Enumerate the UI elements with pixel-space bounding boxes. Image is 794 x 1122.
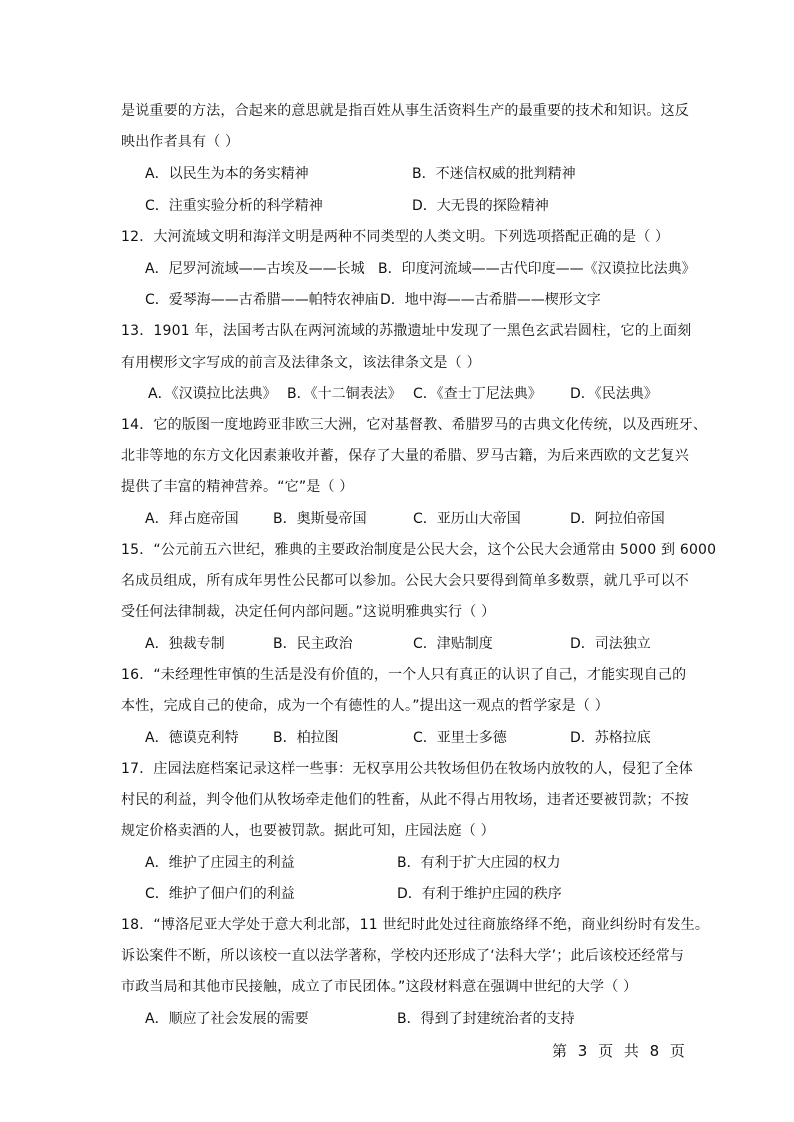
- q14-option-c: C．亚历山大帝国: [413, 511, 521, 527]
- q17-line-2: 村民的利益，判令他们从牧场牵走他们的牲畜，从此不得占用牧场，违者还要被罚款；不按: [121, 792, 689, 808]
- q18-line-2: 诉讼案件不断，所以该校一直以法学著称，学校内还形成了‘法科大学’；此后该校还经常与: [121, 948, 685, 964]
- q12-option-c: C．爱琴海——古希腊——帕特农神庙: [145, 292, 379, 308]
- q13-option-c: C．《查士丁尼法典》: [413, 386, 542, 402]
- q15-option-a: A．独裁专制: [145, 636, 225, 652]
- q11-option-c: C．注重实验分析的科学精神: [145, 198, 323, 214]
- q18-option-b: B．得到了封建统治者的支持: [397, 1011, 575, 1027]
- q17-line-1: 17．庄园法庭档案记录这样一些事：无权享用公共牧场但仍在牧场内放牧的人，侵犯了全体: [121, 761, 694, 777]
- q12-option-b: B．印度河流域——古代印度——《汉谟拉比法典》: [378, 261, 696, 277]
- q15-line-2: 名成员组成，所有成年男性公民都可以参加。公民大会只要得到简单多数票，就几乎可以不: [121, 573, 689, 589]
- q13-line-2: 有用楔形文字写成的前言及法律条文，该法律条文是（ ）: [121, 355, 481, 371]
- q13-option-b: B．《十二铜表法》: [287, 386, 402, 402]
- q14-option-d: D．阿拉伯帝国: [570, 511, 665, 527]
- q17-option-a: A．维护了庄园主的利益: [145, 855, 295, 871]
- q12-option-d: D．地中海——古希腊——楔形文字: [380, 292, 601, 308]
- q11-option-d: D．大无畏的探险精神: [412, 198, 549, 214]
- intro-line-1: 是说重要的方法，合起来的意思就是指百姓从事生活资料生产的最重要的技术和知识。这反: [121, 103, 689, 119]
- q11-option-b: B．不迷信权威的批判精神: [412, 166, 576, 182]
- q16-option-c: C．亚里士多德: [413, 730, 507, 746]
- q14-line-3: 提供了丰富的精神营养。“它”是（ ）: [121, 479, 354, 495]
- q16-line-1: 16．“未经理性审慎的生活是没有价值的，一个人只有真正的认识了自己，才能实现自己的: [121, 667, 687, 683]
- q16-option-b: B．柏拉图: [273, 730, 339, 746]
- q13-option-d: D．《民法典》: [570, 386, 658, 402]
- q14-line-1: 14．它的版图一度地跨亚非欧三大洲，它对基督教、希腊罗马的古典文化传统，以及西班牙、: [121, 417, 708, 433]
- q17-line-3: 规定价格卖酒的人，也要被罚款。据此可知，庄园法庭（ ）: [121, 823, 495, 839]
- q13-line-1: 13．1901 年，法国考古队在两河流域的苏撒遗址中发现了一黑色玄武岩圆柱，它的上面刻: [121, 323, 692, 339]
- q14-line-2: 北非等地的东方文化因素兼收并蓄，保存了大量的希腊、罗马古籍，为后来西欧的文艺复兴: [121, 448, 689, 464]
- q17-option-b: B．有利于扩大庄园的权力: [397, 855, 561, 871]
- q15-line-3: 受任何法律制裁，决定任何内部问题。”这说明雅典实行（ ）: [121, 604, 496, 620]
- q14-option-b: B．奥斯曼帝国: [273, 511, 367, 527]
- q18-line-1: 18．“博洛尼亚大学处于意大利北部，11 世纪时此处过往商旅络绎不绝，商业纠纷时有发生。: [121, 917, 710, 933]
- q16-option-a: A．德谟克利特: [145, 730, 239, 746]
- q18-option-a: A．顺应了社会发展的需要: [145, 1011, 309, 1027]
- q17-option-d: D．有利于维护庄园的秩序: [397, 886, 562, 902]
- q15-option-c: C．津贴制度: [413, 636, 493, 652]
- q16-option-d: D．苏格拉底: [570, 730, 651, 746]
- page-number-footer: 第 3 页 共 8 页: [552, 1042, 688, 1060]
- q15-option-b: B．民主政治: [273, 636, 353, 652]
- intro-line-2: 映出作者具有（ ）: [121, 134, 240, 150]
- q18-line-3: 市政当局和其他市民接触，成立了市民团体。”这段材料意在强调中世纪的大学（ ）: [121, 979, 638, 995]
- q15-line-1: 15．“公元前五六世纪，雅典的主要政治制度是公民大会，这个公民大会通常由 5000 到 6000: [121, 542, 717, 558]
- q15-option-d: D．司法独立: [570, 636, 651, 652]
- q11-option-a: A．以民生为本的务实精神: [145, 166, 309, 182]
- q12-option-a: A．尼罗河流域——古埃及——长城: [145, 261, 365, 277]
- q13-option-a: A．《汉谟拉比法典》: [148, 386, 277, 402]
- q14-option-a: A．拜占庭帝国: [145, 511, 239, 527]
- q12-stem: 12．大河流域文明和海洋文明是两种不同类型的人类文明。下列选项搭配正确的是（ ）: [121, 229, 670, 245]
- q17-option-c: C．维护了佃户们的利益: [145, 886, 295, 902]
- q16-line-2: 本性，完成自己的使命，成为一个有德性的人。”提出这一观点的哲学家是（ ）: [121, 698, 609, 714]
